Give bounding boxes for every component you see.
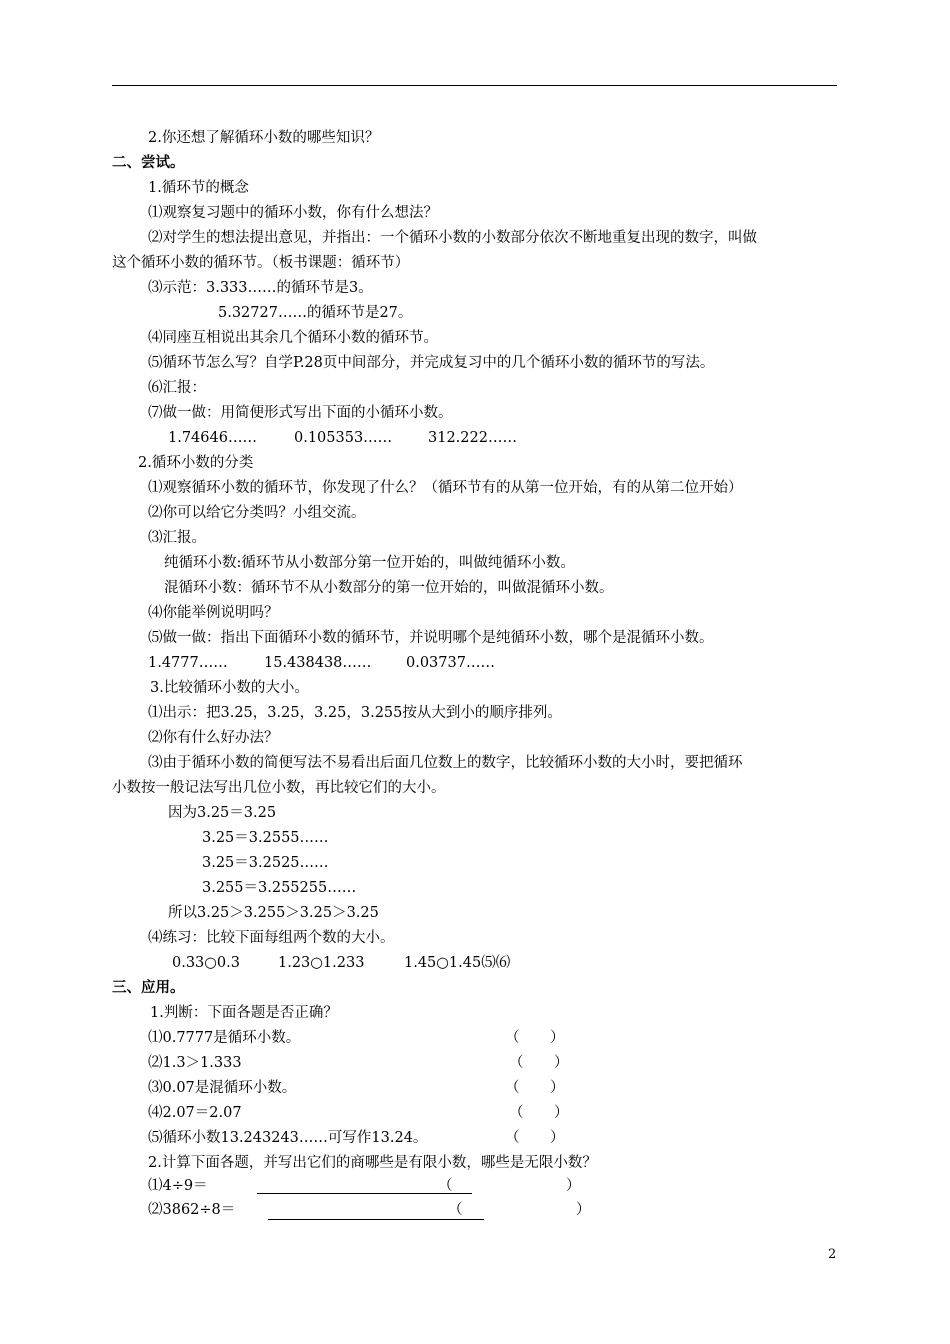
calc-item: ⑴4÷9＝ bbox=[148, 1178, 208, 1194]
paragraph: ⑵你有什么好办法？ bbox=[148, 730, 279, 746]
exercise-number: 1.4777…… bbox=[148, 655, 228, 671]
answer-paren-close: ） bbox=[576, 1202, 591, 1218]
answer-paren-close: ） bbox=[550, 1080, 565, 1096]
exercise-number: 312.222…… bbox=[428, 430, 517, 446]
answer-paren-open: （ bbox=[438, 1178, 453, 1194]
judge-item: ⑸循环小数13.243243……可写作13.24。 bbox=[148, 1130, 428, 1146]
paragraph: ⑷你能举例说明吗？ bbox=[148, 605, 279, 621]
paragraph: 这个循环小数的循环节。（板书课题：循环节） bbox=[112, 255, 410, 271]
exercise-number: 1.74646…… bbox=[168, 430, 257, 446]
equation: 因为3.25＝3.25 bbox=[168, 805, 277, 821]
paragraph: ⑴观察循环小数的循环节，你发现了什么？（循环节有的从第一位开始，有的从第二位开始） bbox=[148, 480, 743, 496]
intro-question-2: 2.你还想了解循环小数的哪些知识？ bbox=[148, 130, 380, 146]
paragraph: ⑵你可以给它分类吗？小组交流。 bbox=[148, 505, 366, 521]
exercise-comparison: 1.45○1.45⑸⑹ bbox=[404, 955, 511, 971]
section-2-heading: 二、尝试。 bbox=[112, 154, 185, 171]
paragraph: ⑷同座互相说出其余几个循环小数的循环节。 bbox=[148, 330, 438, 346]
judge-item: ⑴0.7777是循环小数。 bbox=[148, 1030, 301, 1046]
paragraph: ⑺做一做：用简便形式写出下面的小循环小数。 bbox=[148, 405, 453, 421]
judge-item: ⑵1.3＞1.333 bbox=[148, 1055, 242, 1071]
paragraph: ⑵对学生的想法提出意见，并指出：一个循环小数的小数部分依次不断地重复出现的数字，叫做 bbox=[148, 230, 757, 246]
answer-paren-close: ） bbox=[554, 1055, 569, 1071]
equation: 3.25＝3.2525…… bbox=[202, 855, 329, 871]
judge-item: ⑷2.07＝2.07 bbox=[148, 1105, 242, 1121]
exercise-number: 15.438438…… bbox=[264, 655, 372, 671]
header-rule bbox=[112, 85, 837, 86]
equation: 3.25＝3.2555…… bbox=[202, 830, 329, 846]
answer-paren-close: ） bbox=[554, 1105, 569, 1121]
section-3-heading: 三、应用。 bbox=[112, 979, 185, 996]
answer-paren-open: （ bbox=[505, 1030, 520, 1046]
answer-paren-open: （ bbox=[505, 1080, 520, 1096]
answer-paren-open: （ bbox=[509, 1055, 524, 1071]
paragraph: 小数按一般记法写出几位小数，再比较它们的大小。 bbox=[112, 780, 446, 796]
exercise-number: 0.105353…… bbox=[294, 430, 393, 446]
answer-paren-close: ） bbox=[566, 1178, 581, 1194]
equation: 所以3.25＞3.255＞3.25＞3.25 bbox=[168, 905, 379, 921]
definition-pure: 纯循环小数:循环节从小数部分第一位开始的，叫做纯循环小数。 bbox=[164, 555, 575, 571]
exercise-comparison: 1.23○1.233 bbox=[278, 955, 365, 971]
paragraph: ⑹汇报： bbox=[148, 380, 206, 396]
paragraph: ⑶汇报。 bbox=[148, 530, 206, 546]
paragraph: ⑸做一做：指出下面循环小数的循环节，并说明哪个是纯循环小数，哪个是混循环小数。 bbox=[148, 630, 714, 646]
exercise-comparison: 0.33○0.3 bbox=[172, 955, 240, 971]
answer-paren-open: （ bbox=[509, 1105, 524, 1121]
subsection-3-title: 3.比较循环小数的大小。 bbox=[150, 680, 309, 696]
calc-title: 2.计算下面各题，并写出它们的商哪些是有限小数，哪些是无限小数？ bbox=[148, 1155, 597, 1171]
definition-mixed: 混循环小数：循环节不从小数部分的第一位开始的，叫做混循环小数。 bbox=[164, 580, 614, 596]
paragraph: ⑷练习：比较下面每组两个数的大小。 bbox=[148, 930, 395, 946]
judge-item: ⑶0.07是混循环小数。 bbox=[148, 1080, 297, 1096]
answer-paren-close: ） bbox=[550, 1130, 565, 1146]
equation: 3.255＝3.255255…… bbox=[202, 880, 357, 896]
answer-paren-open: （ bbox=[448, 1202, 463, 1218]
subsection-2-title: 2.循环小数的分类 bbox=[138, 455, 254, 471]
answer-paren-close: ） bbox=[550, 1030, 565, 1046]
exercise-number: 0.03737…… bbox=[406, 655, 495, 671]
answer-paren-open: （ bbox=[505, 1130, 520, 1146]
paragraph: ⑶由于循环小数的简便写法不易看出后面几位数上的数字，比较循环小数的大小时，要把循环 bbox=[148, 755, 743, 771]
page-number: 2 bbox=[828, 1247, 837, 1262]
paragraph: 5.32727……的循环节是27。 bbox=[218, 305, 413, 321]
judge-title: 1.判断：下面各题是否正确？ bbox=[150, 1005, 338, 1021]
paragraph: ⑸循环节怎么写？自学P.28页中间部分，并完成复习中的几个循环小数的循环节的写法。 bbox=[148, 355, 715, 371]
subsection-1-title: 1.循环节的概念 bbox=[148, 180, 249, 196]
paragraph: ⑶示范：3.333……的循环节是3。 bbox=[148, 280, 373, 296]
paragraph: ⑴出示：把3.25，3.25，3.25，3.255按从大到小的顺序排列。 bbox=[148, 705, 562, 721]
calc-item: ⑵3862÷8＝ bbox=[148, 1202, 236, 1218]
paragraph: ⑴观察复习题中的循环小数，你有什么想法？ bbox=[148, 205, 438, 221]
